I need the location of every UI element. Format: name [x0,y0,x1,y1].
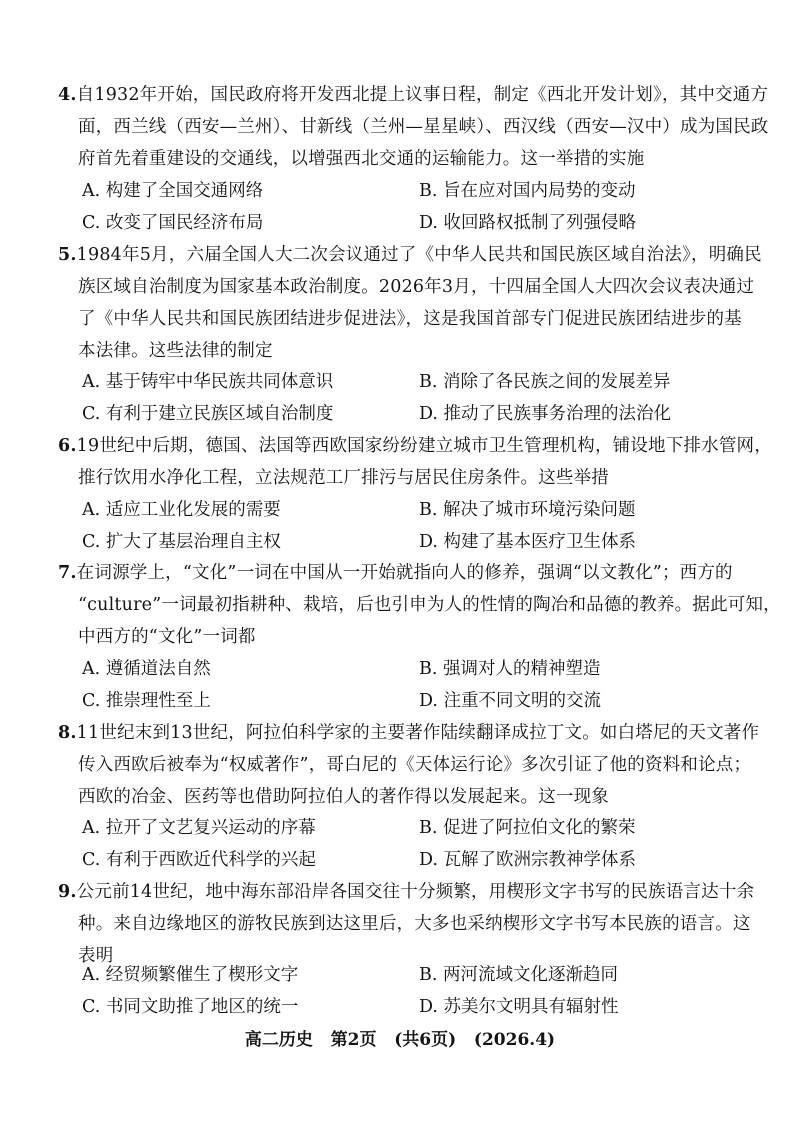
question-7-line-3: 中西方的“文化”一词都 [78,627,256,647]
question-number: 6. [58,436,77,456]
option-c[interactable]: C. 有利于西欧近代科学的兴起 [82,850,316,870]
option-b[interactable]: B. 旨在应对国内局势的变动 [419,181,636,201]
option-b[interactable]: B. 促进了阿拉伯文化的繁荣 [419,818,636,838]
option-c[interactable]: C. 书同文助推了地区的统一 [82,997,299,1017]
question-number: 4. [58,85,77,105]
option-d[interactable]: D. 瓦解了欧洲宗教神学体系 [419,850,637,870]
option-c[interactable]: C. 推崇理性至上 [82,691,211,711]
page-footer: 高二历史 第2页 (共6页) (2026.4) [244,1030,556,1050]
option-a[interactable]: A. 遵循道法自然 [82,659,211,679]
option-a[interactable]: A. 拉开了文艺复兴运动的序幕 [82,818,316,838]
question-9-line-1: 9.公元前14世纪，地中海东部沿岸各国交往十分频繁，用楔形文字书写的民族语言达十余 [58,882,755,902]
question-number: 8. [58,723,77,743]
option-b[interactable]: B. 两河流域文化逐渐趋同 [419,965,618,985]
option-b[interactable]: B. 消除了各民族之间的发展差异 [419,372,671,392]
question-4-line-2: 面，西兰线（西安—兰州）、甘新线（兰州—星星峡）、西汉线（西安—汉中）成为国民政 [78,117,769,137]
option-d[interactable]: D. 收回路权抵制了列强侵略 [419,213,637,233]
option-c[interactable]: C. 扩大了基层治理自主权 [82,532,281,552]
question-number: 5. [58,245,77,265]
question-number: 7. [58,563,77,583]
question-7-line-1: 7.在词源学上，“文化”一词在中国从一开始就指向人的修养，强调“以文教化”；西方的 [58,563,733,583]
question-9-line-2: 种。来自边缘地区的游牧民族到达这里后，大多也采纳楔形文字书写本民族的语言。这 [78,914,751,934]
option-d[interactable]: D. 推动了民族事务治理的法治化 [419,404,672,424]
question-8-line-1: 8.11世纪末到13世纪，阿拉伯科学家的主要著作陆续翻译成拉丁文。如白塔尼的天文著作 [58,723,760,743]
option-b[interactable]: B. 强调对人的精神塑造 [419,659,601,679]
option-c[interactable]: C. 改变了国民经济布局 [82,213,264,233]
question-8-line-2: 传入西欧后被奉为“权威著作”，哥白尼的《天体运行论》多次引证了他的资料和论点； [78,755,752,775]
question-5-line-1: 5.1984年5月，六届全国人大二次会议通过了《中华人民共和国民族区域自治法》，明确民 [58,245,762,265]
question-6-line-1: 6.19世纪中后期，德国、法国等西欧国家纷纷建立城市卫生管理机构，铺设地下排水管网， [58,436,772,456]
option-c[interactable]: C. 有利于建立民族区域自治制度 [82,404,334,424]
question-7-line-2: “culture”一词最初指耕种、栽培，后也引申为人的性情的陶冶和品德的教养。据此可知， [78,595,781,615]
question-number: 9. [58,882,77,902]
question-6-line-2: 推行饮用水净化工程，立法规范工厂排污与居民住房条件。这些举措 [78,468,609,488]
question-5-line-4: 本法律。这些法律的制定 [78,341,273,361]
question-5-line-3: 了《中华人民共和国民族团结进步促进法》，这是我国首部专门促进民族团结进步的基 [78,309,742,329]
option-a[interactable]: A. 适应工业化发展的需要 [82,500,281,520]
option-d[interactable]: D. 苏美尔文明具有辐射性 [419,997,619,1017]
option-d[interactable]: D. 注重不同文明的交流 [419,691,602,711]
option-b[interactable]: B. 解决了城市环境污染问题 [419,500,636,520]
question-4-line-3: 府首先着重建设的交通线，以增强西北交通的运输能力。这一举措的实施 [78,149,645,169]
option-d[interactable]: D. 构建了基本医疗卫生体系 [419,532,637,552]
question-9-line-3: 表明 [78,946,114,966]
option-a[interactable]: A. 经贸频繁催生了楔形文字 [82,965,299,985]
question-5-line-2: 族区域自治制度为国家基本政治制度。2026年3月，十四届全国人大四次会议表决通过 [78,277,755,297]
option-a[interactable]: A. 构建了全国交通网络 [82,181,264,201]
question-8-line-3: 西欧的冶金、医药等也借助阿拉伯人的著作得以发展起来。这一现象 [78,787,609,807]
question-4-line-1: 4.自1932年开始，国民政府将开发西北提上议事日程，制定《西北开发计划》，其中交通方 [58,85,769,105]
option-a[interactable]: A. 基于铸牢中华民族共同体意识 [82,372,334,392]
